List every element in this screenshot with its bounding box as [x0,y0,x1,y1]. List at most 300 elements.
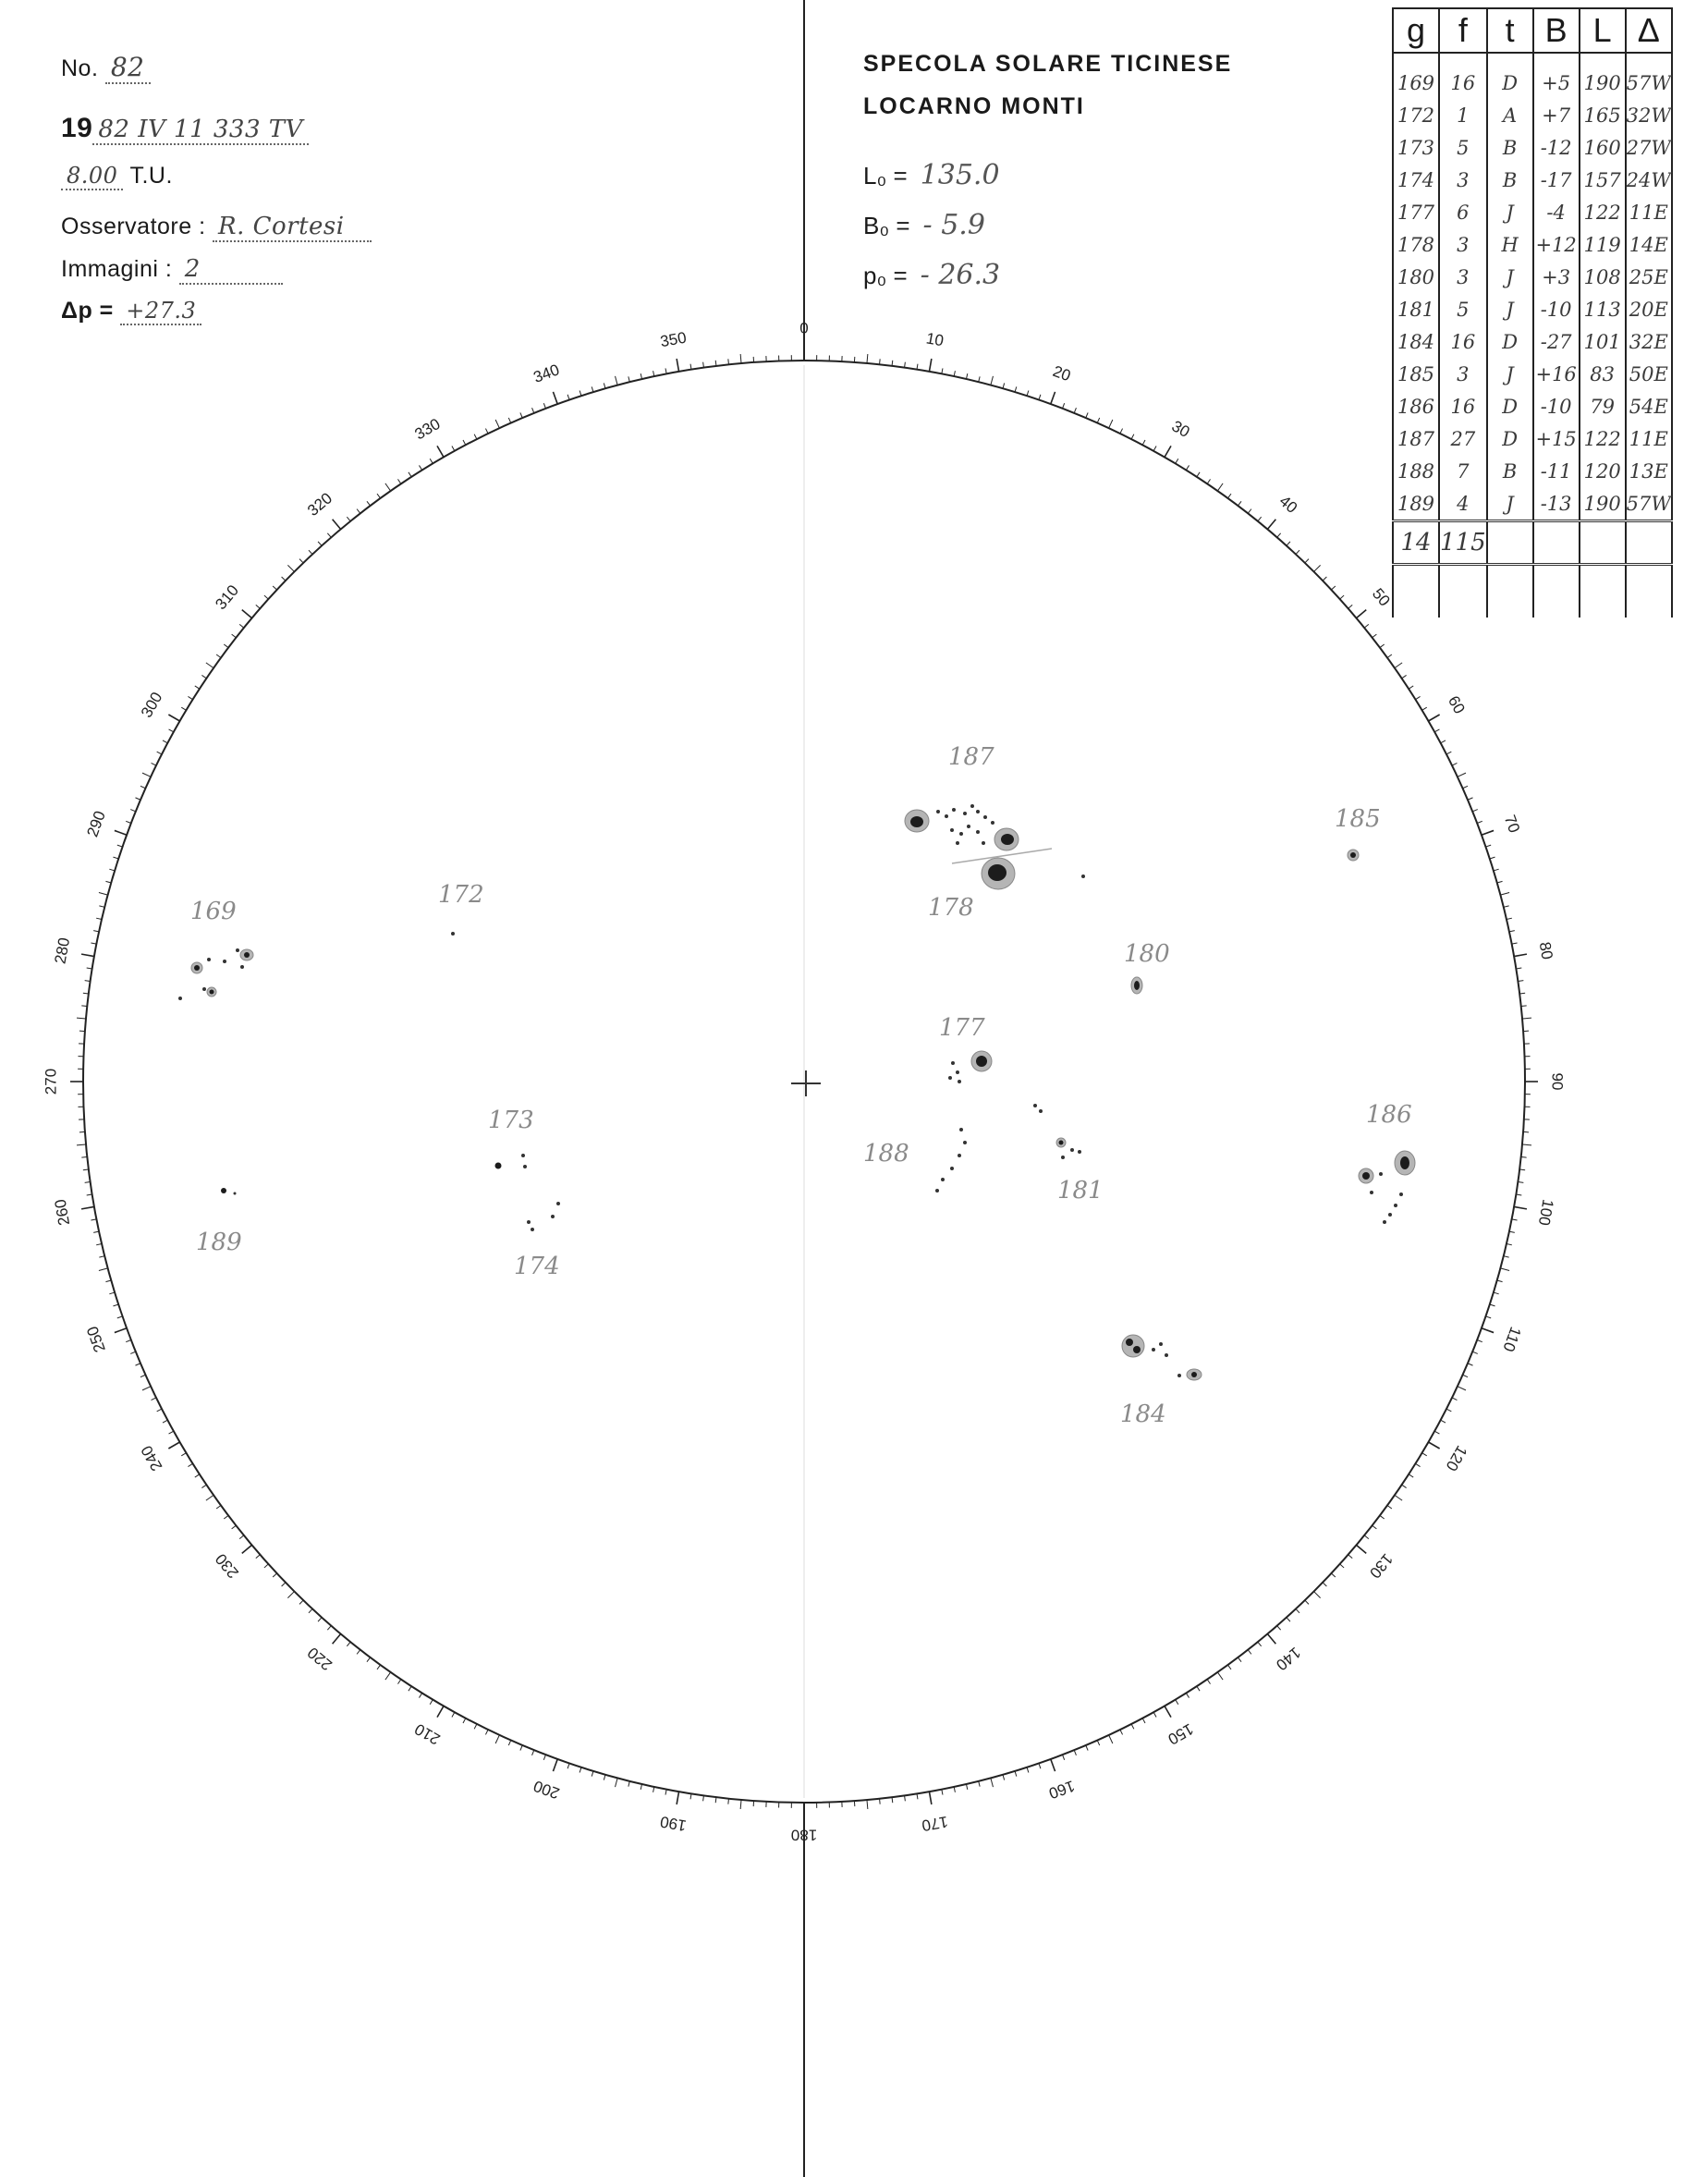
degree-tick [1468,798,1473,800]
degree-tick [81,1006,87,1007]
degree-tick [87,1194,92,1195]
degree-tick [99,893,108,896]
degree-tick [1314,565,1321,571]
group-label: 177 [939,1014,985,1042]
degree-tick [1217,483,1223,491]
degree-tick [1331,1573,1335,1577]
degree-tick [347,1642,350,1646]
spot-dot [236,948,239,952]
header-delta: Δ [1626,8,1672,53]
degree-tick [1497,881,1503,883]
degree-tick [1472,810,1478,812]
degree-tick [495,1735,499,1743]
table-cell: 16 [1439,325,1487,358]
degree-tick [929,1792,931,1804]
degree-tick [474,1724,477,1729]
group-label: 178 [928,894,974,922]
degree-tick [532,1750,534,1755]
degree-tick [242,610,252,618]
degree-tick [1003,1775,1005,1780]
spot-umbra [976,1056,987,1067]
degree-tick [867,354,868,363]
degree-tick [409,1686,411,1691]
degree-label: 320 [304,489,336,520]
spot-umbra [1001,834,1014,845]
table-cell: 177 [1393,196,1439,228]
degree-tick [1176,1700,1178,1705]
table-cell: 5 [1439,131,1487,164]
degree-tick [96,1243,102,1244]
degree-tick [1305,559,1309,563]
table-cell: 160 [1580,131,1626,164]
degree-tick [867,1800,868,1809]
degree-tick [485,1730,488,1734]
table-cell: 6 [1439,196,1487,228]
degree-tick [1509,931,1515,932]
degree-tick [580,390,581,396]
degree-tick [109,869,115,871]
degree-tick [1458,1387,1466,1390]
spot-dot [959,1128,963,1131]
spot-dot [976,810,980,813]
spot-dot [952,808,956,812]
table-cell: 50E [1626,358,1672,390]
degree-tick [1500,893,1509,896]
spot-dot [527,1220,531,1224]
degree-tick [195,686,200,689]
table-cell: 108 [1580,261,1626,293]
degree-tick [282,1583,286,1586]
spot-dot [240,965,244,969]
degree-tick [1434,1431,1439,1434]
spot-dot [963,812,967,815]
degree-tick [367,501,371,506]
degree-tick [188,696,192,699]
degree-tick [1015,386,1017,392]
table-cell: 54E [1626,390,1672,422]
degree-label: 20 [1050,361,1073,385]
degree-tick [1331,586,1335,590]
header-f: f [1439,8,1487,53]
table-cell: D [1487,325,1533,358]
degree-tick [690,1793,691,1799]
degree-label: 40 [1275,492,1301,518]
degree-tick [728,359,729,364]
degree-tick [1428,1442,1439,1449]
degree-tick [1409,1474,1413,1477]
degree-tick [1086,1745,1088,1751]
degree-tick [1039,1764,1041,1769]
degree-tick [195,1474,200,1477]
degree-tick [1500,1268,1509,1271]
degree-tick [273,586,276,590]
spot-dot [935,1189,939,1192]
degree-tick [1348,1555,1353,1559]
table-cell: 16 [1439,53,1487,99]
degree-tick [216,1505,221,1509]
degree-tick [1340,595,1344,599]
degree-label: 0 [799,319,809,337]
table-cell: D [1487,390,1533,422]
table-cell: 3 [1439,228,1487,261]
spot-dot [1159,1342,1163,1346]
degree-tick [163,1420,167,1423]
spot-dot [223,960,226,963]
degree-tick [1142,440,1145,445]
table-cell: J [1487,196,1533,228]
degree-tick [1507,918,1512,919]
degree-tick [1497,1280,1503,1282]
degree-tick [1003,383,1005,388]
degree-tick [242,1545,252,1553]
degree-label: 30 [1168,417,1193,442]
degree-tick [1074,408,1076,413]
degree-tick [1165,1706,1171,1717]
degree-tick [1395,663,1402,668]
table-cell: 11E [1626,196,1672,228]
group-label: 184 [1120,1400,1166,1428]
degree-tick [1516,968,1521,969]
table-cell: +12 [1533,228,1580,261]
table-cell: 120 [1580,455,1626,487]
degree-tick [1364,1535,1369,1539]
degree-tick [1267,1634,1275,1645]
degree-tick [142,1387,151,1390]
degree-tick [1504,1256,1509,1257]
degree-tick [287,565,294,571]
degree-tick [327,533,331,538]
degree-tick [105,881,111,883]
degree-tick [690,364,691,370]
degree-tick [437,1706,444,1717]
degree-tick [1109,420,1113,428]
degree-tick [508,1741,510,1745]
table-cell: 185 [1393,358,1439,390]
degree-tick [87,968,92,969]
degree-tick [1305,1600,1309,1604]
table-cell: 3 [1439,164,1487,196]
spot-dot [1370,1191,1373,1194]
degree-tick [1482,1328,1494,1333]
degree-label: 240 [137,1442,166,1474]
spot-dot [959,832,963,836]
spot-dot [556,1202,560,1205]
degree-tick [96,918,102,919]
degree-label: 160 [1046,1777,1078,1803]
degree-tick [567,1764,569,1769]
degree-label: 180 [790,1826,818,1844]
degree-tick [1516,1194,1521,1195]
param-p0-label: p₀ = [863,262,908,289]
spot-dot [178,997,182,1000]
spot-dot [1081,874,1085,878]
degree-label: 300 [137,689,166,721]
images-label: Immagini : [61,256,173,282]
degree-tick [1514,954,1527,956]
degree-tick [532,408,534,413]
table-cell: J [1487,293,1533,325]
degree-tick [377,1665,381,1669]
degree-tick [357,509,360,514]
degree-tick [966,373,967,379]
degree-tick [77,1018,86,1019]
degree-tick [206,663,214,668]
spot-dot [207,958,211,961]
table-cell: H [1487,228,1533,261]
table-cell: 57W [1626,487,1672,521]
degree-tick [966,1784,967,1790]
observatory-line-1: SPECOLA SOLARE TICINESE [863,51,1233,77]
degree-tick [463,440,466,445]
degree-tick [239,624,244,628]
degree-tick [942,368,943,373]
degree-tick [628,376,629,382]
degree-tick [1387,1505,1392,1509]
degree-tick [357,1650,360,1655]
table-cell: 122 [1580,196,1626,228]
degree-label: 110 [1499,1324,1525,1354]
header-t: t [1487,8,1533,53]
degree-label: 90 [1548,1072,1567,1091]
table-cell: 3 [1439,358,1487,390]
spot-dot [941,1178,945,1181]
degree-label: 80 [1535,940,1556,961]
spot-penumbra [1122,1335,1144,1357]
table-cell: 189 [1393,487,1439,521]
time-value: 8.00 [61,163,123,190]
degree-tick [485,429,488,434]
degree-tick [653,371,654,376]
spot-dot [1394,1204,1397,1207]
degree-tick [1446,752,1451,754]
spot-umbra [221,1188,226,1193]
degree-tick [142,773,151,777]
degree-tick [463,1718,466,1723]
table-total-cell: 14 [1393,521,1439,565]
spot-umbra [1191,1372,1197,1377]
number-label: No. [61,55,99,81]
degree-tick [653,1787,654,1792]
degree-label: 330 [411,414,444,444]
degree-tick [99,1256,104,1257]
table-cell: +5 [1533,53,1580,99]
group-label: 186 [1366,1101,1412,1129]
degree-tick [1186,1693,1189,1697]
group-label: 185 [1335,805,1381,833]
degree-tick [181,1453,186,1456]
table-cell: 7 [1439,455,1487,487]
degree-tick [979,376,980,382]
table-cell: 5 [1439,293,1487,325]
degree-tick [430,1700,433,1705]
table-cell: J [1487,261,1533,293]
degree-label: 270 [42,1068,60,1095]
degree-tick [1314,1592,1321,1598]
table-cell: 101 [1580,325,1626,358]
spot-dot [976,830,980,834]
degree-tick [105,1280,111,1282]
observer-value: R. Cortesi [213,213,372,242]
spot-umbra [1059,1141,1064,1145]
degree-tick [333,520,341,530]
degree-tick [1422,1453,1427,1456]
degree-tick [181,707,186,710]
table-cell: B [1487,131,1533,164]
degree-tick [1452,763,1457,765]
spot-dot [956,1070,959,1074]
degree-tick [93,1231,99,1232]
degree-tick [616,376,618,385]
spot-dot [967,825,970,828]
degree-label: 130 [1365,1549,1397,1582]
spot-dot [950,1167,954,1170]
degree-tick [1051,1759,1055,1771]
spot-dot [963,1141,967,1144]
table-cell: 157 [1580,164,1626,196]
degree-tick [91,1219,96,1220]
degree-tick [1415,696,1420,699]
degree-tick [1441,740,1446,743]
degree-tick [419,465,421,470]
degree-tick [1521,1157,1527,1158]
table-cell: 188 [1393,455,1439,487]
degree-tick [232,1525,237,1529]
degree-tick [1415,1463,1420,1466]
degree-tick [409,472,411,477]
degree-tick [495,420,499,428]
table-cell: 187 [1393,422,1439,455]
date-value: 82 IV 11 333 TV [92,116,309,145]
table-cell: 24W [1626,164,1672,196]
degree-tick [157,1409,162,1412]
degree-tick [377,494,381,498]
degree-tick [677,359,678,372]
degree-label: 140 [1272,1643,1304,1674]
degree-tick [880,359,881,364]
degree-tick [109,1292,115,1294]
spots [178,804,1415,1380]
degree-tick [628,1781,629,1787]
degree-tick [1364,624,1369,628]
spot-dot [521,1154,525,1157]
degree-tick [287,1592,294,1598]
degree-label: 260 [51,1197,74,1228]
degree-tick [1402,1485,1407,1487]
spot-dot [948,1076,952,1080]
table-cell: D [1487,422,1533,455]
degree-tick [157,752,162,754]
group-label: 180 [1124,940,1170,968]
degree-tick [954,1787,955,1792]
degree-tick [1248,509,1251,514]
param-p0-value: - 26.3 [920,259,1001,291]
spot-dot [936,810,940,813]
spot-umbra [210,990,214,995]
time-unit: T.U. [129,163,173,189]
degree-tick [256,605,261,608]
degree-tick [115,1328,127,1333]
group-label: 188 [863,1140,909,1168]
degree-tick [543,403,545,409]
observer-label: Osservatore : [61,214,206,239]
spot-dot [1379,1172,1383,1176]
degree-tick [397,479,400,483]
degree-tick [91,943,96,944]
degree-tick [126,1340,131,1342]
degree-tick [991,376,994,385]
table-cell: -10 [1533,390,1580,422]
group-label: 169 [190,898,237,925]
spot-dot [531,1228,534,1231]
degree-tick [1258,1642,1262,1646]
degree-label: 200 [531,1777,562,1803]
spot-dot [551,1215,555,1218]
degree-tick [1395,1495,1402,1500]
group-label: 181 [1057,1177,1104,1205]
table-cell: 178 [1393,228,1439,261]
spot-umbra [988,864,1006,881]
degree-tick [77,1144,86,1145]
spot-dot [1399,1192,1403,1196]
spot-dot [991,821,994,825]
group-label: 172 [438,881,484,909]
table-cell: 79 [1580,390,1626,422]
degree-tick [1380,1515,1385,1519]
number-value: 82 [105,52,151,84]
table-cell: 3 [1439,261,1487,293]
degree-tick [367,1657,371,1662]
spot-umbra [1133,1346,1141,1353]
degree-tick [474,434,477,439]
degree-tick [880,1799,881,1804]
degree-tick [232,634,237,638]
degree-tick [1207,479,1210,483]
spot-umbra [244,952,250,958]
degree-tick [397,1680,400,1684]
spot-dot [1033,1104,1037,1107]
table-cell: 119 [1580,228,1626,261]
degree-tick [130,810,136,812]
degree-tick [1514,1206,1527,1208]
degree-tick [677,1792,678,1804]
degree-tick [1074,1750,1076,1755]
degree-tick [1277,533,1281,538]
degree-tick [1387,654,1392,658]
degree-tick [1507,1243,1512,1244]
spot-dot [950,828,954,832]
table-cell: -17 [1533,164,1580,196]
table-cell: 25E [1626,261,1672,293]
degree-tick [1494,1292,1499,1294]
degree-tick [99,1268,108,1271]
table-cell: -10 [1533,293,1580,325]
degree-tick [1197,1686,1200,1691]
degree-tick [1120,429,1123,434]
degree-label: 250 [83,1324,109,1355]
degree-tick [1086,412,1088,418]
degree-tick [430,459,433,463]
table-cell: 190 [1580,487,1626,521]
degree-tick [168,1442,179,1449]
degree-tick [1063,1755,1065,1760]
degree-tick [1452,1398,1457,1400]
degree-tick [1494,869,1499,871]
table-cell: 32E [1626,325,1672,358]
table-cell: 1 [1439,99,1487,131]
degree-tick [1238,1657,1241,1662]
degree-tick [452,446,455,451]
header-l: L [1580,8,1626,53]
